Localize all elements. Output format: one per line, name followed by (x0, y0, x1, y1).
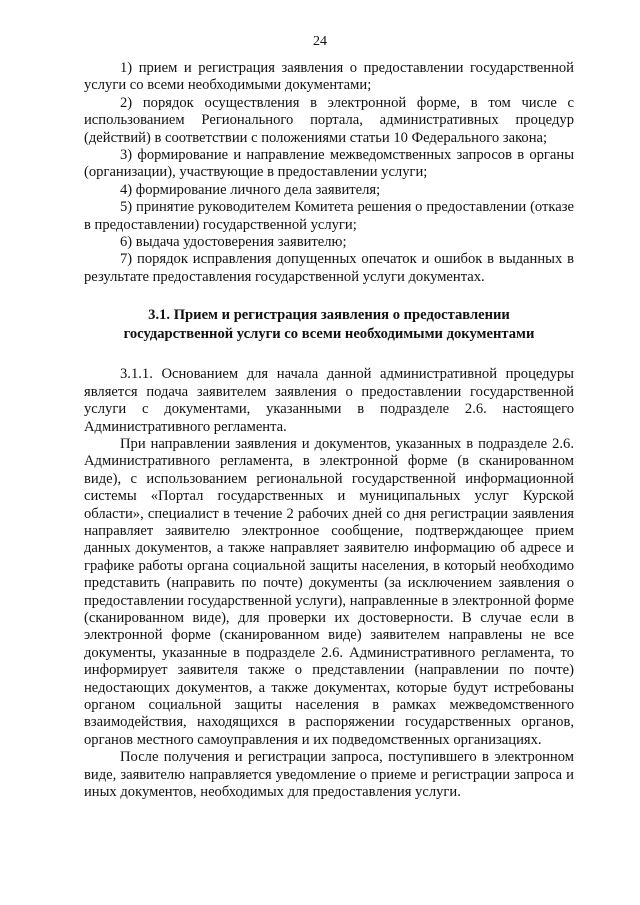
procedure-item: 5) принятие руководителем Комитета решения о предоставлении (отказе в предоставлении) государственной услуги; (84, 199, 574, 233)
procedure-item: 3) формирование и направление межведомственных запросов в органы (организации), участвующие в предоставлении услуги; (84, 147, 574, 181)
page-content (84, 60, 574, 801)
body-paragraph: После получения и регистрации запроса, поступившего в электронном виде, заявителю направляется уведомление о приеме и регистрации запроса и иных документов, необходимых для предоставления услуги. (84, 749, 574, 801)
procedure-item: 7) порядок исправления допущенных опечаток и ошибок в выданных в результате предоставления государственной услуги документах. (84, 251, 574, 285)
body-paragraph: 3.1.1. Основанием для начала данной административной процедуры является подача заявителем заявления о предоставлении государственной услуги с документами, указанными в подразделе 2.6. настоящего Административного регламента. (84, 366, 574, 435)
section-heading (84, 306, 574, 344)
section-body (84, 366, 574, 801)
procedure-item: 6) выдача удостоверения заявителю; (120, 234, 347, 251)
procedure-item: 1) прием и регистрация заявления о предоставлении государственной услуги со всеми необходимыми документами; (84, 60, 574, 94)
procedure-list (84, 60, 574, 286)
body-paragraph: При направлении заявления и документов, указанных в подразделе 2.6. Административного регламента, в электронной форме (в сканированном виде), с использованием региональной государственной информационной системы «Портал государственных и муниципальных услуг Курской области», специалист в течение 2 рабочих дней со дня регистрации заявления направляет заявителю электронное сообщение, подтверждающее прием данных документов, а также направляет заявителю информацию об адресе и графике работы органа социальной защиты населения, в который необходимо представить (направить по почте) документы (за исключением заявления о предоставлении государственной услуги), направленные в электронной форме (сканированном виде), для проверки их достоверности. В случае если в электронной форме (сканированном виде) заявителем направлены не все документы, указанные в подразделе 2.6. Административного регламента, то информирует заявителя также о представлении (направлении по почте) недостающих документов, а также документах, которые будут истребованы органом социальной защиты населения в рамках межведомственного взаимодействия, находящихся в распоряжении государственных органов, органов местного самоуправления и их подведомственных организациях. (84, 435, 574, 748)
section-heading-line: государственной услуги со всеми необходимыми документами (123, 326, 535, 343)
page-number: 24 (313, 34, 327, 49)
procedure-item: 4) формирование личного дела заявителя; (120, 181, 381, 198)
section-heading-line: 3.1. Прием и регистрация заявления о предоставлении (148, 307, 510, 324)
procedure-item: 2) порядок осуществления в электронной форме, в том числе с использованием Регионального портала, административных процедур (действий) в соответствии с положениями статьи 10 Федерального закона; (84, 94, 574, 146)
